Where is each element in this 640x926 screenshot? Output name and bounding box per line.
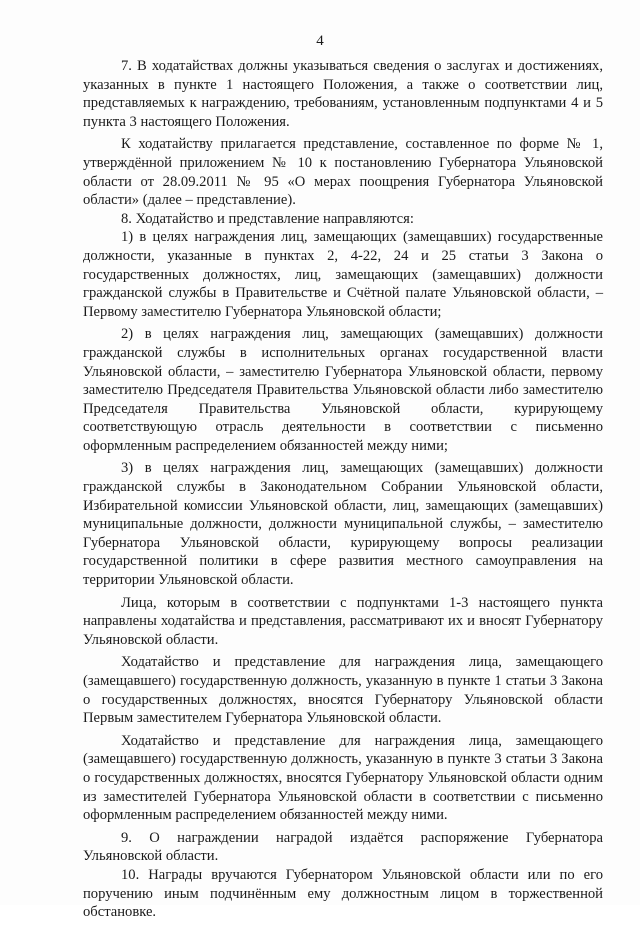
paragraph-7: 7. В ходатайствах должны указываться сведения о заслугах и достижениях, указанных в пункте 1 настоящего Положения, а также о соответствии лиц, представляемых к награждению, требованиям, установленным подпунктами 4 и 5 пункта 3 настоящего Положения. <box>83 58 603 130</box>
subparagraph-1: 1) в целях награждения лиц, замещающих (замещавших) государственные должности, указанные в пунктах 2, 4-22, 24 и 25 статьи 3 Закона о государственных должностях, лиц, замещающих (замещавших) должности гражданской службы в Правительстве и Счётной палате Ульяновской области, – Первому заместителю Губернатора Ульяновской области; <box>83 229 603 320</box>
subparagraph-3: 3) в целях награждения лиц, замещающих (замещавших) должности гражданской службы в Законодательном Собрании Ульяновской области, Избирательной комиссии Ульяновской области, лиц, замещающих (замещавших) муниципальные должности, должности муниципальной службы, – заместителю Губернатора Ульяновской области, курирующему вопросы реализации государственной политики в сфере развития местного самоуправления на территории Ульяновской области. <box>83 460 603 589</box>
paragraph-attachment: К ходатайству прилагается представление, составленное по форме № 1, утверждённой приложением № 10 к постановлению Губернатора Ульяновской области от 28.09.2011 № 95 «О мерах поощрения Губернатора Ульяновской области» (далее – представление). <box>83 136 603 209</box>
paragraph-deputies: Ходатайство и представление для награждения лица, замещающего (замещавшего) государственную должность, указанную в пункте 3 статьи 3 Закона о государственных должностях, вносятся Губернатору Ульяновской области одним из заместителей Губернатора Ульяновской области в соответствии с письменно оформленным распределением обязанностей между ними. <box>83 732 603 824</box>
paragraph-review: Лица, которым в соответствии с подпунктами 1-3 настоящего пункта направлены ходатайства и представления, рассматривают их и вносят Губернатору Ульяновской области. <box>83 594 603 648</box>
paragraph-first-deputy: Ходатайство и представление для награждения лица, замещающего (замещавшего) государственную должность, указанную в пункте 1 статьи 3 Закона о государственных должностях, вносятся Губернатору Ульяновской области Первым заместителем Губернатора Ульяновской области. <box>83 654 603 727</box>
page-number: 4 <box>316 33 324 49</box>
paragraph-10: 10. Награды вручаются Губернатором Ульяновской области или по его поручению иным подчинённым ему должностным лицом в торжественной обстановке. <box>83 866 603 921</box>
paragraph-9: 9. О награждении наградой издаётся распоряжение Губернатора Ульяновской области. <box>83 829 603 865</box>
document-body <box>83 57 603 926</box>
paragraph-8: 8. Ходатайство и представление направляются: <box>121 210 414 227</box>
subparagraph-2: 2) в целях награждения лиц, замещающих (замещавших) должности гражданской службы в исполнительных органах государственной власти Ульяновской области, – заместителю Губернатора Ульяновской области, первому заместителю Председателя Правительства Ульяновской области либо заместителю Председателя Правительства Ульяновской области, курирующему соответствующую отрасль деятельности в соответствии с письменно оформленным распределением обязанностей между ними; <box>83 326 603 454</box>
